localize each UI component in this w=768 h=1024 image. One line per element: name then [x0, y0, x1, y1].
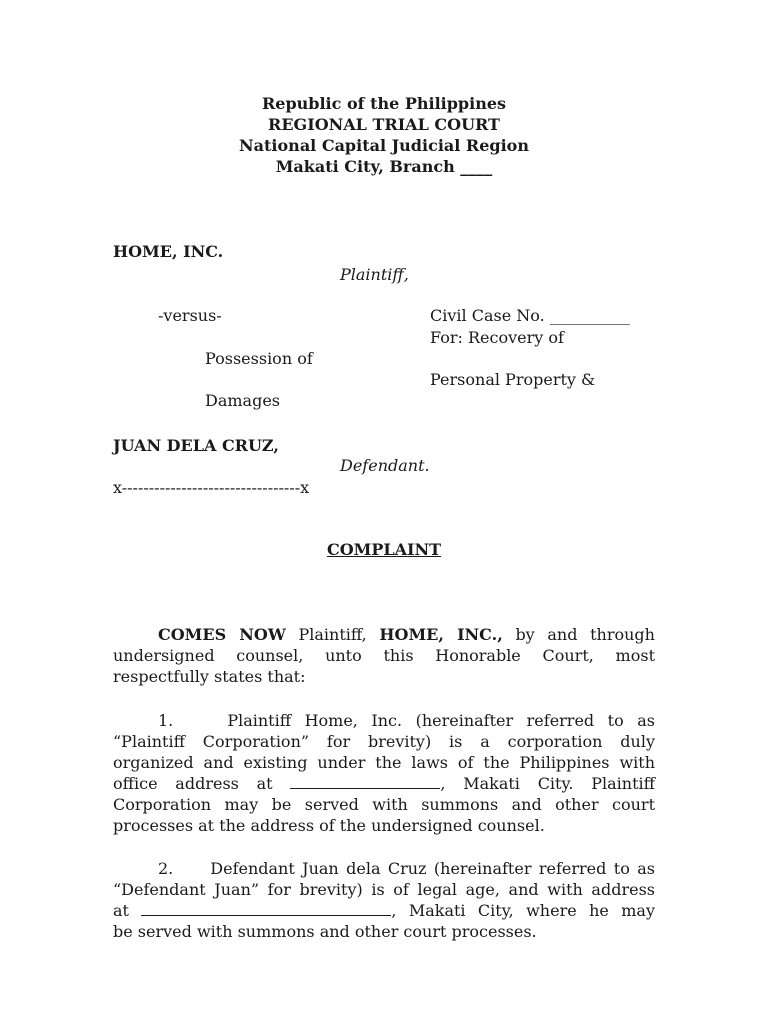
p2-address-end: , Makati City, where he may	[391, 901, 655, 920]
case-nature-line1: For: Recovery of	[430, 328, 564, 347]
caption-branch: Makati City, Branch ____	[275, 157, 493, 176]
intro-rest: by and through	[515, 625, 655, 644]
p1-text1: Plaintiff Home, Inc. (hereinafter referred to as	[227, 711, 656, 730]
civil-case-number: Civil Case No. __________	[430, 306, 630, 325]
document-title: COMPLAINT	[326, 540, 442, 559]
p2-line2: “Defendant Juan” for brevity) is of legal age, and with address	[113, 880, 655, 899]
intro-lead: COMES NOW	[158, 625, 286, 644]
p1-line1	[113, 710, 655, 731]
plaintiff-label: Plaintiff,	[340, 265, 409, 284]
p1-line3: organized and existing under the laws of the Philippines with	[113, 753, 655, 772]
p2-text1: Defendant Juan dela Cruz (hereinafter referred to as	[210, 859, 655, 878]
caption-court: REGIONAL TRIAL COURT	[268, 115, 500, 134]
p1-line6: processes at the address of the undersigned counsel.	[113, 816, 545, 835]
intro-line3: respectfully states that:	[113, 667, 306, 686]
p1-line2: “Plaintiff Corporation” for brevity) is a corporation duly	[113, 732, 655, 751]
case-nature-left1: Possession of	[205, 349, 313, 368]
case-nature-left2: Damages	[205, 391, 280, 410]
intro-line2: undersigned counsel, unto this Honorable Court, most	[113, 646, 655, 665]
intro-line1	[113, 624, 655, 645]
p2-line4: be served with summons and other court processes.	[113, 922, 537, 941]
paragraph-1	[113, 710, 655, 836]
intro-paragraph	[113, 624, 655, 687]
p2-number: 2.	[158, 859, 174, 878]
caption-separator: x---------------------------------x	[113, 478, 310, 497]
p2-address-label: at	[113, 901, 129, 920]
p1-line5: Corporation may be served with summons and other court	[113, 795, 655, 814]
defendant-address-blank	[141, 900, 391, 916]
p2-line1	[113, 858, 655, 879]
caption-region: National Capital Judicial Region	[239, 136, 529, 155]
case-nature-right2: Personal Property &	[430, 370, 596, 389]
p1-line4	[113, 773, 655, 794]
p1-number: 1.	[158, 711, 174, 730]
defendant-label: Defendant.	[340, 456, 430, 475]
court-caption	[0, 93, 768, 177]
paragraph-2	[113, 858, 655, 942]
intro-plaintiff-word: Plaintiff,	[298, 625, 367, 644]
plaintiff-name: HOME, INC.	[113, 242, 224, 261]
office-address-blank	[290, 773, 440, 789]
p2-line3	[113, 900, 655, 921]
p1-address-label: office address at	[113, 774, 273, 793]
caption-republic: Republic of the Philippines	[261, 94, 507, 113]
p1-address-end: , Makati City. Plaintiff	[440, 774, 656, 793]
defendant-name: JUAN DELA CRUZ,	[113, 436, 279, 455]
versus-text: -versus-	[158, 306, 222, 325]
intro-plaintiff-name: HOME, INC.,	[379, 625, 503, 644]
